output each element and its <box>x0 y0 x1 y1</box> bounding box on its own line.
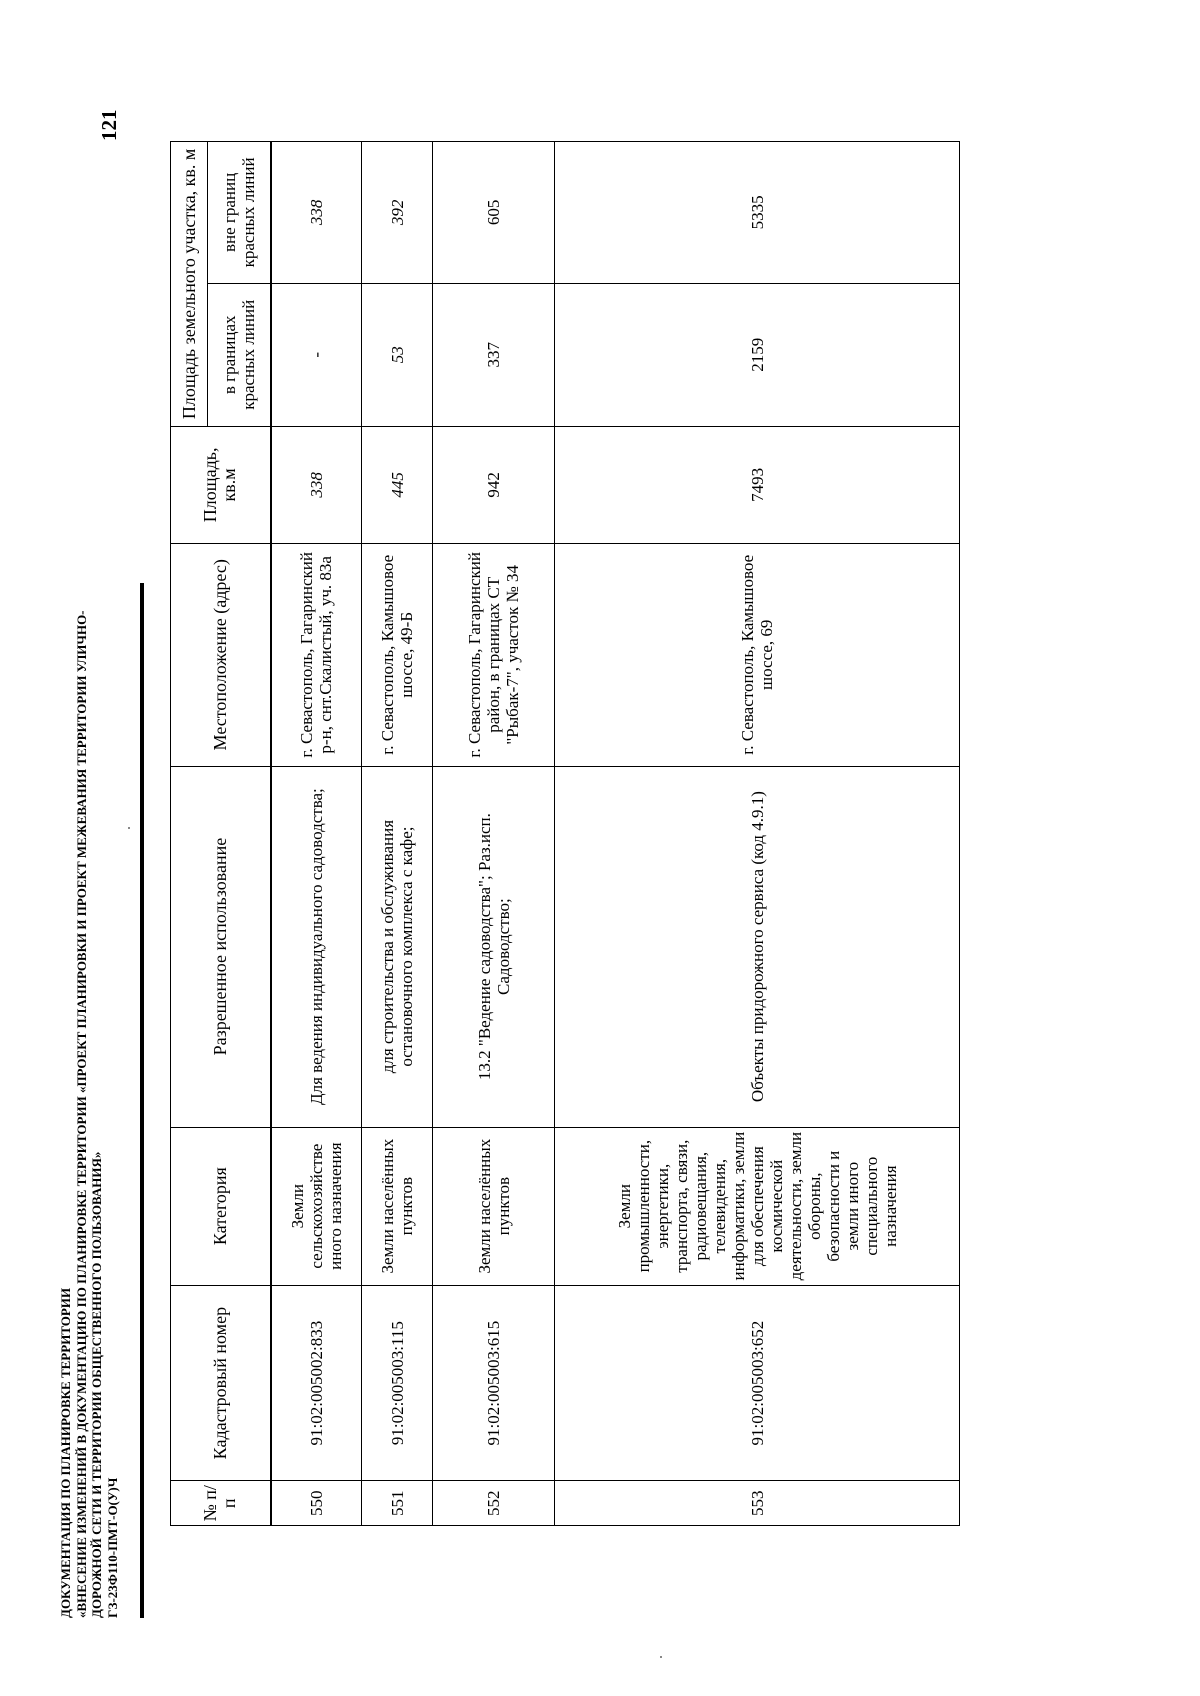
cell-inside: 53 <box>362 283 433 426</box>
header-area: Площадь, кв.м <box>171 426 271 543</box>
cell-cadastral: 91:02:005002:833 <box>271 1285 362 1481</box>
cell-location: г. Севастополь, Гагаринский р-н, снт.Скалистый, уч. 83а <box>271 543 362 766</box>
cell-cadastral: 91:02:005003:615 <box>433 1285 555 1481</box>
cell-num: 550 <box>271 1481 362 1526</box>
table-row <box>433 142 555 1526</box>
cell-area: 7493 <box>555 426 960 543</box>
header-category: Категория <box>171 1127 271 1285</box>
cell-location: г. Севастополь, Камышовое шоссе, 69 <box>555 543 960 766</box>
cell-cadastral: 91:02:005003:652 <box>555 1285 960 1481</box>
cell-outside: 605 <box>433 142 555 284</box>
header-line-3: ДОРОЖНОЙ СЕТИ И ТЕРРИТОРИИ ОБЩЕСТВЕННОГО ПОЛЬЗОВАНИЯ» <box>89 1151 104 1618</box>
cell-area: 445 <box>362 426 433 543</box>
cell-inside: - <box>271 283 362 426</box>
cell-outside: 392 <box>362 142 433 284</box>
cell-num: 553 <box>555 1481 960 1526</box>
cell-outside: 5335 <box>555 142 960 284</box>
table-row <box>271 142 362 1526</box>
cell-location: г. Севастополь, Камышовое шоссе, 49-Б <box>362 543 433 766</box>
table-row <box>555 142 960 1526</box>
header-inside: в границах красных линий <box>208 283 271 426</box>
header-line-4: ГЗ-23Ф110-ПМТ-О(У)Ч <box>104 1477 120 1618</box>
cell-usage: Объекты придорожного сервиса (код 4.9.1) <box>555 766 960 1127</box>
header-area-group: Площадь земельного участка, кв. м <box>171 142 208 427</box>
cell-area: 942 <box>433 426 555 543</box>
cell-usage: 13.2 "Ведение садоводства"; Раз.исп. Садоводство; <box>433 766 555 1127</box>
page-number: 121 <box>97 109 121 141</box>
header-line-1: ДОКУМЕНТАЦИЯ ПО ПЛАНИРОВКЕ ТЕРРИТОРИИ <box>58 1287 73 1618</box>
cell-usage: для строительства и обслуживания остановочного комплекса с кафе; <box>362 766 433 1127</box>
header-usage: Разрешенное использование <box>171 766 271 1127</box>
cell-inside: 337 <box>433 283 555 426</box>
cell-location: г. Севастополь, Гагаринский район, в границах СТ "Рыбак-7", участок № 34 <box>433 543 555 766</box>
scan-speck <box>128 827 130 829</box>
cell-cadastral: 91:02:005003:115 <box>362 1285 433 1481</box>
cell-outside: 338 <box>271 142 362 284</box>
header-cadastral: Кадастровый номер <box>171 1285 271 1481</box>
cell-num: 552 <box>433 1481 555 1526</box>
cell-category: Земли сельскохозяйстве иного назначения <box>271 1127 362 1285</box>
header-divider <box>140 583 144 1618</box>
cell-inside: 2159 <box>555 283 960 426</box>
header-outside: вне границ красных линий <box>208 142 271 284</box>
cell-usage: Для ведения индивидуального садоводства; <box>271 766 362 1127</box>
cell-category: Земли населённых пунктов <box>362 1127 433 1285</box>
document-header <box>58 518 120 1618</box>
scan-speck <box>660 1656 662 1658</box>
land-plots-table <box>170 141 960 1526</box>
cell-num: 551 <box>362 1481 433 1526</box>
cell-area: 338 <box>271 426 362 543</box>
cell-category: Земли населённых пунктов <box>433 1127 555 1285</box>
header-location: Местоположение (адрес) <box>171 543 271 766</box>
header-line-2: «ВНЕСЕНИЕ ИЗМЕНЕНИЙ В ДОКУМЕНТАЦИЮ ПО ПЛАНИРОВКЕ ТЕРРИТОРИИ «ПРОЕКТ ПЛАНИРОВКИ И ПРОЕКТ МЕЖЕВАНИЯ ТЕРРИТОРИИ УЛИЧНО- <box>73 610 89 1618</box>
header-num: № п/п <box>171 1481 271 1526</box>
cell-category: Земли промышленности, энергетики, транспорта, связи, радиовещания, телевидения, информатики, земли для обеспечения космической деятельности, земли обороны, безопасности и земли иного специального назначения <box>555 1127 960 1285</box>
table-row <box>362 142 433 1526</box>
